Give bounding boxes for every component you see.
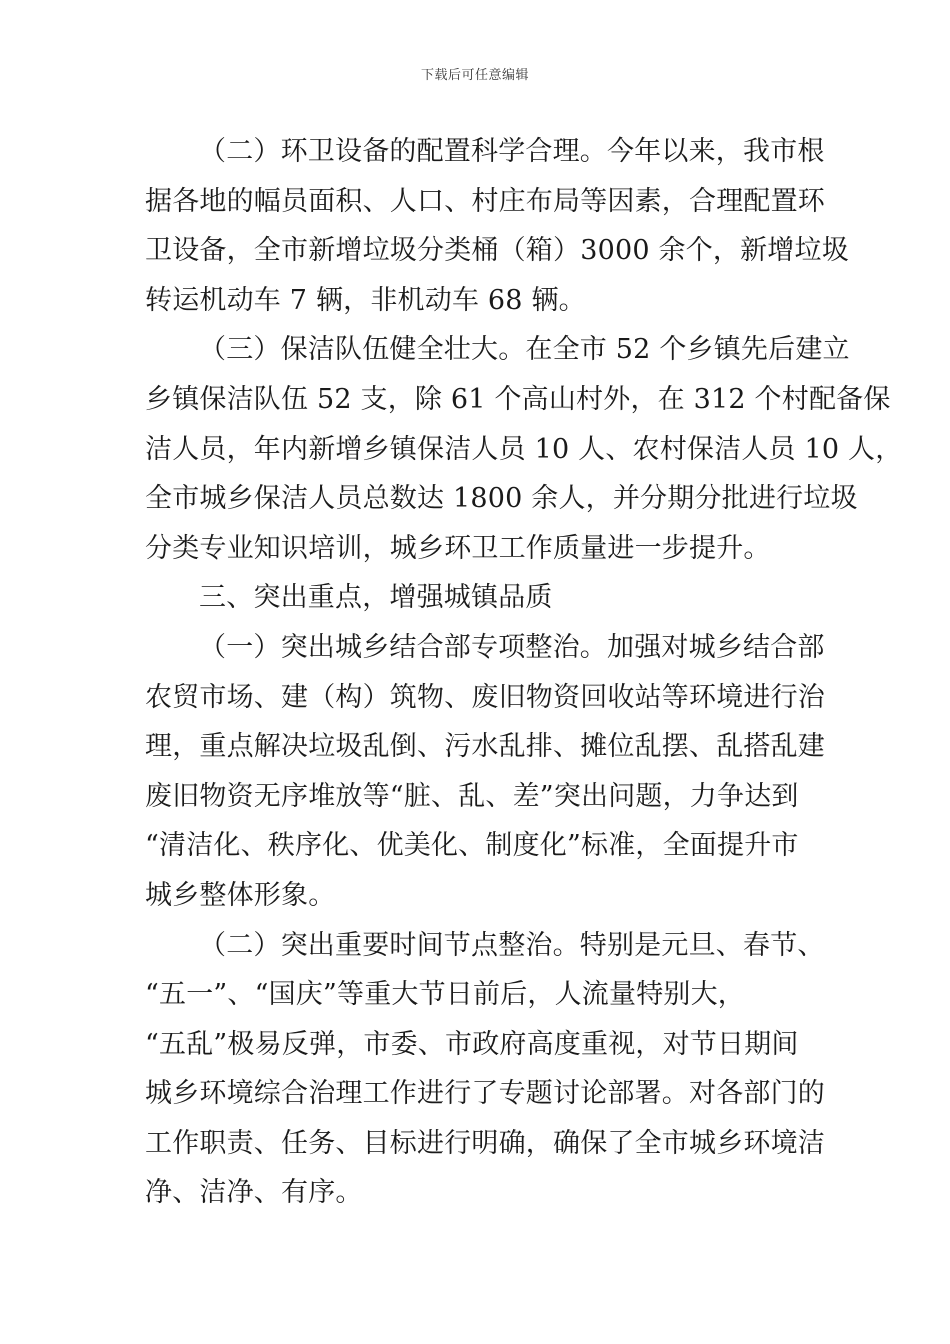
paragraph-2-line-1: （三）保洁队伍健全壮大。在全市 52 个乡镇先后建立 <box>199 334 850 366</box>
paragraph-1-line-4: 转运机动车 7 辆，非机动车 68 辆。 <box>145 284 586 316</box>
paragraph-1-line-2: 据各地的幅员面积、人口、村庄布局等因素，合理配置环 <box>145 185 825 217</box>
paragraph-3-line-6: 城乡整体形象。 <box>145 879 336 911</box>
paragraph-1-line-1: （二）环卫设备的配置科学合理。今年以来，我市根 <box>199 136 825 167</box>
section-heading: 三、突出重点，增强城镇品质 <box>199 582 553 614</box>
paragraph-4-line-2: “五一”、“国庆”等重大节日前后，人流量特别大， <box>145 979 746 1011</box>
paragraph-3-line-2: 农贸市场、建（构）筑物、废旧物资回收站等环境进行治 <box>145 681 825 713</box>
paragraph-3-line-1: （一）突出城乡结合部专项整治。加强对城乡结合部 <box>199 631 825 663</box>
paragraph-4-line-3: “五乱”极易反弹，市委、市政府高度重视，对节日期间 <box>145 1028 799 1060</box>
paragraph-2-line-5: 分类专业知识培训，城乡环卫工作质量进一步提升。 <box>145 532 771 564</box>
paragraph-1-line-3: 卫设备，全市新增垃圾分类桶（箱）3000 余个，新增垃圾 <box>145 235 849 267</box>
paragraph-3-line-4: 废旧物资无序堆放等“脏、乱、差”突出问题，力争达到 <box>145 780 799 812</box>
page-header-note: 下载后可任意编辑 <box>420 68 529 83</box>
paragraph-2-line-2: 乡镇保洁队伍 52 支，除 61 个高山村外，在 312 个村配备保 <box>145 383 891 415</box>
paragraph-3-line-3: 理，重点解决垃圾乱倒、污水乱排、摊位乱摆、乱搭乱建 <box>145 731 825 763</box>
paragraph-2-line-4: 全市城乡保洁人员总数达 1800 余人，并分期分批进行垃圾 <box>145 483 858 515</box>
paragraph-4-line-1: （二）突出重要时间节点整治。特别是元旦、春节、 <box>199 929 825 961</box>
paragraph-4-line-6: 净、洁净、有序。 <box>145 1177 363 1209</box>
paragraph-4-line-5: 工作职责、任务、目标进行明确，确保了全市城乡环境洁 <box>145 1127 825 1159</box>
document-body <box>145 127 903 1218</box>
paragraph-3-line-5: “清洁化、秩序化、优美化、制度化”标准，全面提升市 <box>145 830 799 862</box>
paragraph-2-line-3: 洁人员，年内新增乡镇保洁人员 10 人、农村保洁人员 10 人， <box>145 433 903 465</box>
paragraph-4-line-4: 城乡环境综合治理工作进行了专题讨论部署。对各部门的 <box>145 1078 825 1110</box>
